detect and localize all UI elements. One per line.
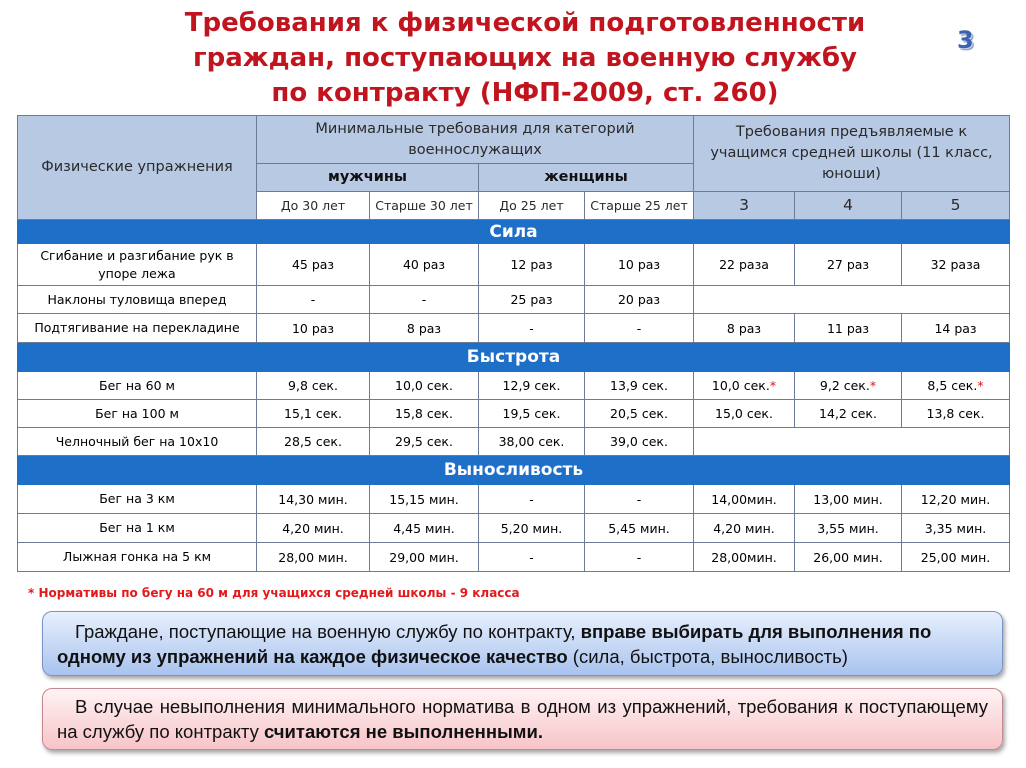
age-header: Старше 30 лет	[370, 192, 479, 220]
cell-value: 8 раз	[726, 320, 762, 336]
grade-header: 5	[902, 192, 1010, 220]
cell-value: 10,0 сек.	[395, 378, 453, 393]
cell-value: 8 раз	[406, 320, 442, 336]
section-header: Выносливость	[18, 456, 1010, 485]
cell-value: 14,30 мин.	[278, 491, 348, 507]
cell-value: 8,5 сек.	[927, 378, 978, 393]
cell-value: 4,45 мин.	[393, 520, 455, 536]
value-cell	[479, 286, 585, 314]
cell-value: 22 раза	[719, 257, 769, 272]
cell-value: 20 раз	[617, 292, 661, 307]
exercise-name: Бег на 100 м	[18, 400, 257, 428]
grade-header: 3	[694, 192, 795, 220]
value-cell	[585, 244, 694, 286]
cell-value: 3,35 мин.	[924, 520, 987, 536]
note-bold-text: считаются не выполненными.	[264, 721, 543, 742]
value-cell	[694, 314, 795, 343]
value-cell	[902, 485, 1010, 514]
cell-value: 15,1 сек.	[284, 406, 342, 421]
school-requirements-header: Требования предъявляемые к учащимся средней школы (11 класс, юноши)	[694, 116, 1010, 192]
value-cell	[585, 543, 694, 572]
cell-value: 28,5 сек.	[284, 434, 342, 449]
exercise-name: Челночный бег на 10х10	[18, 428, 257, 456]
table-row	[18, 286, 1010, 314]
cell-value: 12 раз	[510, 257, 553, 272]
value-cell	[257, 543, 370, 572]
value-cell	[479, 314, 585, 343]
exercise-name: Наклоны туловища вперед	[18, 286, 257, 314]
table-row	[18, 428, 1010, 456]
value-cell	[902, 244, 1010, 286]
value-cell	[370, 372, 479, 400]
cell-value: -	[529, 320, 534, 336]
exercise-name: Подтягивание на перекладине	[18, 314, 257, 343]
footnote-star: *	[869, 378, 877, 393]
value-cell	[370, 244, 479, 286]
table-row	[18, 372, 1010, 400]
slide-title	[120, 6, 930, 111]
value-cell	[694, 372, 795, 400]
cell-value: 11 раз	[826, 320, 870, 336]
empty-cell	[694, 286, 1010, 314]
value-cell	[694, 543, 795, 572]
cell-value: 9,8 сек.	[288, 378, 338, 393]
cell-value: -	[636, 320, 642, 336]
cell-value: 39,0 сек.	[610, 434, 668, 449]
requirements-table	[17, 115, 1010, 572]
exercise-name: Бег на 60 м	[18, 372, 257, 400]
choice-note-text	[57, 619, 988, 669]
value-cell	[257, 372, 370, 400]
value-cell	[694, 485, 795, 514]
exercise-name: Сгибание и разгибание рук в упоре лежа	[18, 244, 257, 286]
slide-number: 3	[957, 26, 974, 54]
value-cell	[370, 514, 479, 543]
value-cell	[795, 372, 902, 400]
title-line-3: по контракту (НФП-2009, ст. 260)	[271, 78, 779, 108]
cell-value: 20,5 сек.	[610, 406, 668, 421]
value-cell	[370, 543, 479, 572]
value-cell	[479, 372, 585, 400]
table-row	[18, 543, 1010, 572]
value-cell	[370, 400, 479, 428]
title-line-1: Требования к физической подготовленности	[184, 8, 866, 38]
section-header: Быстрота	[18, 343, 1010, 372]
cell-value: 15,15 мин.	[389, 491, 459, 507]
cell-value: 38,00 сек.	[498, 434, 565, 449]
value-cell	[902, 314, 1010, 343]
value-cell	[370, 428, 479, 456]
cell-value: 40 раз	[402, 257, 446, 272]
footnote-star: *	[769, 378, 777, 393]
cell-value: 15,0 сек.	[715, 406, 773, 421]
value-cell	[694, 514, 795, 543]
cell-value: -	[636, 549, 642, 565]
failure-note-box	[42, 688, 1003, 750]
note-bold-text: вправе выбирать для выполнения по одному из упражнений на каждое физическое качество	[57, 621, 932, 667]
cell-value: -	[421, 292, 427, 307]
value-cell	[795, 543, 902, 572]
cell-value: 32 раза	[930, 257, 981, 272]
value-cell	[585, 514, 694, 543]
value-cell	[257, 514, 370, 543]
age-header: До 30 лет	[257, 192, 370, 220]
value-cell	[585, 485, 694, 514]
cell-value: 3,55 мин.	[817, 520, 879, 536]
cell-value: 45 раз	[291, 257, 335, 272]
value-cell	[257, 428, 370, 456]
value-cell	[585, 314, 694, 343]
cell-value: 9,2 сек.	[819, 378, 870, 393]
cell-value: 4,20 мин.	[282, 520, 344, 536]
value-cell	[479, 543, 585, 572]
cell-value: 5,45 мин.	[608, 520, 670, 536]
cell-value: 28,00мин.	[711, 549, 777, 565]
footnote-star: *	[977, 378, 984, 393]
section-header: Сила	[18, 220, 1010, 244]
cell-value: 13,9 сек.	[610, 378, 668, 393]
cell-value: -	[636, 491, 642, 507]
cell-value: 14,00мин.	[711, 491, 777, 507]
title-line-2: граждан, поступающих на военную службу	[193, 43, 857, 73]
value-cell	[585, 372, 694, 400]
table-row	[18, 514, 1010, 543]
cell-value: 4,20 мин.	[713, 520, 775, 536]
exercise-name: Лыжная гонка на 5 км	[18, 543, 257, 572]
note-text: Граждане, поступающие на военную службу по контракту,	[75, 621, 581, 642]
value-cell	[902, 400, 1010, 428]
cell-value: 19,5 сек.	[502, 406, 561, 421]
value-cell	[370, 314, 479, 343]
note-text: (сила, быстрота, выносливость)	[567, 646, 848, 667]
choice-note-box	[42, 611, 1003, 676]
value-cell	[795, 485, 902, 514]
age-header: Старше 25 лет	[585, 192, 694, 220]
value-cell	[257, 400, 370, 428]
cell-value: 15,8 сек.	[395, 406, 453, 421]
failure-note-text	[57, 694, 988, 744]
men-header: мужчины	[257, 164, 479, 192]
exercise-name: Бег на 1 км	[18, 514, 257, 543]
cell-value: 12,9 сек.	[502, 378, 561, 393]
cell-value: 13,8 сек.	[926, 406, 985, 421]
grade-header: 4	[795, 192, 902, 220]
value-cell	[585, 286, 694, 314]
value-cell	[795, 244, 902, 286]
cell-value: 14,2 сек.	[819, 406, 877, 421]
value-cell	[257, 314, 370, 343]
cell-value: 14 раз	[934, 320, 977, 336]
exercise-name: Бег на 3 км	[18, 485, 257, 514]
cell-value: -	[529, 549, 534, 565]
value-cell	[795, 514, 902, 543]
cell-value: 29,00 мин.	[389, 549, 459, 565]
cell-value: 13,00 мин.	[813, 491, 883, 507]
empty-cell	[694, 428, 1010, 456]
table-row	[18, 314, 1010, 343]
value-cell	[795, 314, 902, 343]
cell-value: 26,00 мин.	[813, 549, 883, 565]
age-header: До 25 лет	[479, 192, 585, 220]
value-cell	[694, 244, 795, 286]
value-cell	[902, 372, 1010, 400]
table-row	[18, 485, 1010, 514]
value-cell	[479, 428, 585, 456]
value-cell	[694, 400, 795, 428]
note-text: В случае невыполнения минимального норматива в одном из упражнений, требования к поступающему на службу по контракту	[57, 696, 988, 742]
women-header: женщины	[479, 164, 694, 192]
cell-value: 27 раз	[826, 257, 870, 272]
value-cell	[479, 485, 585, 514]
cell-value: 10 раз	[617, 257, 661, 272]
value-cell	[902, 543, 1010, 572]
value-cell	[479, 244, 585, 286]
footnote: * Нормативы по бегу на 60 м для учащихся средней школы - 9 класса	[28, 586, 520, 600]
cell-value: 29,5 сек.	[395, 434, 453, 449]
value-cell	[479, 400, 585, 428]
value-cell	[370, 286, 479, 314]
value-cell	[795, 400, 902, 428]
cell-value: 12,20 мин.	[920, 491, 991, 507]
min-requirements-header: Минимальные требования для категорий военнослужащих	[257, 116, 694, 164]
cell-value: 10 раз	[291, 320, 335, 336]
exercise-column-header: Физические упражнения	[18, 116, 257, 220]
cell-value: 5,20 мин.	[500, 520, 563, 536]
value-cell	[585, 400, 694, 428]
value-cell	[585, 428, 694, 456]
cell-value: 25 раз	[510, 292, 553, 307]
cell-value: -	[310, 292, 316, 307]
value-cell	[257, 485, 370, 514]
cell-value: 25,00 мин.	[920, 549, 991, 565]
value-cell	[257, 286, 370, 314]
cell-value: -	[529, 491, 534, 507]
cell-value: 10,0 сек.	[711, 378, 770, 393]
value-cell	[902, 514, 1010, 543]
value-cell	[479, 514, 585, 543]
table-row	[18, 400, 1010, 428]
cell-value: 28,00 мин.	[278, 549, 348, 565]
table-row	[18, 244, 1010, 286]
value-cell	[370, 485, 479, 514]
value-cell	[257, 244, 370, 286]
